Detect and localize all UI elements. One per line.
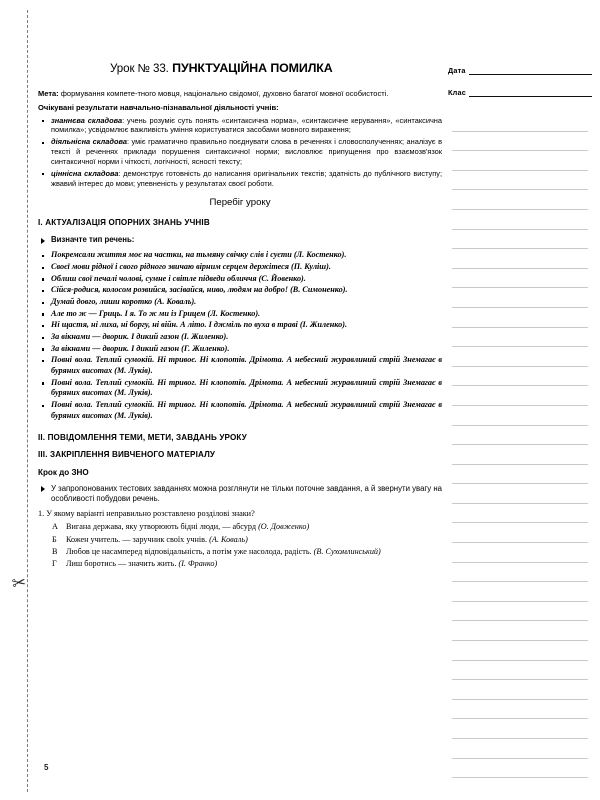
sentence-author: (М. Луків).: [114, 388, 153, 398]
note-rule-line: [452, 367, 588, 387]
date-class-fields: [448, 66, 592, 110]
sentence-text: Але то ж — Гриць. І я. То ж ми із Грицем: [51, 308, 208, 318]
option-author: (А. Коваль): [209, 534, 248, 544]
sentence-author: (Л. Костенко).: [207, 308, 261, 318]
note-rule-line: [452, 523, 588, 543]
option-author: (І. Франко): [178, 559, 218, 569]
note-rule-line: [452, 190, 588, 210]
list-item: [38, 137, 442, 167]
sentence-author: (А. Коваль).: [154, 297, 197, 307]
option-marker: А: [52, 522, 58, 532]
date-blank-line[interactable]: [469, 67, 592, 75]
option-author: (О. Довженко): [258, 522, 310, 532]
sentence-text: За вікнами — дворик. І дикий газон: [51, 332, 182, 342]
zno-intro-task: У запропонованих тестових завданнях можна розглянути не тільки поточне завдання, а й звернути увагу на особливості побудови речень.: [38, 484, 442, 505]
class-label: Клас: [448, 88, 467, 97]
sentence-text: Повні вола. Теплий сумокій. Ні тривог. Ні клопотів. Дрімота. А небесний журавлиний стрій Знемагає в буряних висотах: [51, 399, 442, 420]
option-marker: В: [52, 546, 58, 556]
lesson-flow-title: Перебіг уроку: [209, 197, 271, 209]
page-number: 5: [44, 763, 49, 772]
sentence-text: Повні вола. Теплий сумокій. Ні тривог. Ні клопотів. Дрімота. А небесний журавлиний стрій Знемагає в буряних висотах: [51, 377, 442, 398]
list-item: [38, 400, 442, 421]
note-rule-line: [452, 171, 588, 191]
note-rule-line: [452, 759, 588, 779]
note-rule-line: [452, 484, 588, 504]
sentence-text: Сійся-родися, колосом розвийся, засівайся, ниво, людям на добро!: [51, 285, 291, 295]
note-rule-line: [452, 328, 588, 348]
note-rule-line: [452, 504, 588, 524]
sentence-author: (М. Луків).: [114, 410, 153, 420]
goal-text: : демонструє готовність до написання оригінальних текстів; здатність до публічного виступу; жвавий інтерес до мови; упевненість у результатах своєї роботи.: [51, 168, 443, 188]
page-title: [38, 62, 442, 76]
list-item: [38, 285, 442, 296]
cut-dashed-line: [27, 10, 28, 792]
note-rule-line: [452, 249, 588, 269]
sentence-author: (І. Жиленко).: [181, 332, 229, 342]
sentence-text: За вікнами — дворик. І дикий газон: [51, 343, 182, 353]
expected-results-list: [38, 116, 442, 189]
lesson-title-text: ПУНКТУАЦІЙНА ПОМИЛКА: [172, 61, 333, 75]
option-text: Лиш боротись — значить жить.: [66, 559, 179, 569]
note-rule-line: [452, 406, 588, 426]
list-item: [38, 332, 442, 343]
option-text: Любов це насамперед відповідальність, а потім уже насолода, радість.: [66, 546, 314, 556]
sentence-text: Повні вола. Теплий сумокій. Ні тривоє. Ні клопотів. Дрімота. А небесний журавлиний стрій Знемагає в буряних висотах: [51, 355, 442, 376]
option-v[interactable]: [52, 547, 442, 558]
note-rule-line: [452, 308, 588, 328]
zno-block-heading: Крок до ЗНО: [38, 467, 89, 477]
note-rule-line: [452, 386, 588, 406]
note-rule-line: [452, 132, 588, 152]
note-rule-line: [452, 563, 588, 583]
sentence-author: (С. Йовенко).: [258, 273, 306, 283]
section-heading-1: I. АКТУАЛІЗАЦІЯ ОПОРНИХ ЗНАНЬ УЧНІВ: [38, 217, 210, 227]
list-item: [38, 116, 442, 136]
list-item: [38, 378, 442, 399]
note-rule-line: [452, 230, 588, 250]
note-rule-line: [452, 621, 588, 641]
aim-label: Мета:: [38, 88, 59, 98]
lesson-content: [38, 62, 442, 571]
sentence-text: Покремсали життя моє на частки, на тьмяну свічку слів і суєти: [51, 250, 294, 260]
note-rule-line: [452, 347, 588, 367]
sentence-text: Думай довго, лиши коротко: [51, 297, 155, 307]
lesson-number: Урок № 33.: [110, 62, 169, 75]
list-item: [38, 355, 442, 376]
aim-text: формування компете-тного мовця, національно свідомої, духовно багатої мовної особистості.: [58, 88, 389, 98]
scissors-icon: ✂: [10, 572, 28, 594]
section-heading-3: III. ЗАКРІПЛЕННЯ ВИВЧЕНОГО МАТЕРІАЛУ: [38, 450, 216, 460]
note-rule-line: [452, 641, 588, 661]
option-author: (В. Сухомлинський): [313, 546, 381, 556]
sentence-list: [38, 250, 442, 421]
list-item: [38, 309, 442, 320]
sentence-text: Облиш свої печалі чолові, сумне і світле підведи обличчя: [51, 273, 259, 283]
aim-paragraph: [38, 89, 442, 99]
list-item: [38, 262, 442, 273]
note-rule-line: [452, 700, 588, 720]
option-marker: Б: [52, 534, 57, 544]
note-rule-line: [452, 602, 588, 622]
list-item: [38, 344, 442, 355]
sentence-author: (Л. Костенко).: [293, 250, 347, 260]
list-item: [38, 250, 442, 261]
ruled-notes-column: [452, 112, 588, 744]
note-rule-line: [452, 210, 588, 230]
note-rule-line: [452, 582, 588, 602]
sentence-text: Своєї мови рідної і свого рідного звичаю вірним серцем держітеся: [51, 262, 292, 272]
note-rule-line: [452, 543, 588, 563]
note-rule-line: [452, 269, 588, 289]
expected-results-heading: Очікувані результати навчально-пізнавальної діяльності учнів:: [38, 102, 279, 112]
goal-lead: знаннєва складова: [51, 115, 123, 125]
option-a[interactable]: [52, 522, 442, 533]
sentence-author: (М. Луків).: [114, 366, 153, 376]
task-determine-sentence-type: Визначте тип речень:: [38, 235, 442, 245]
goal-lead: ціннісна складова: [51, 168, 119, 178]
note-rule-line: [452, 680, 588, 700]
goal-text: : уміє граматично правильно поєднувати слова в реченнях і словосполученнях; аналізує в тексті й реченнях приклади порушення синтаксичної норми; висловлює припущення про взаємозв'язок синтаксичної норми і чіткості, логічності, ясності тексту;: [51, 137, 442, 166]
list-item: [38, 297, 442, 308]
option-b[interactable]: [52, 535, 442, 546]
sentence-author: (В. Симоненко).: [290, 285, 348, 295]
list-item: [38, 274, 442, 285]
note-rule-line: [452, 112, 588, 132]
note-rule-line: [452, 151, 588, 171]
date-field-row[interactable]: [448, 66, 592, 75]
goal-text: : учень розуміє суть понять «синтаксична норма», «синтаксичне керування», «синтаксична помилка»; усвідомлює важливість уміння користуватися засобами мовного вираження;: [51, 115, 442, 135]
class-field-row[interactable]: [448, 88, 592, 97]
zno-option-list: [38, 522, 442, 570]
note-rule-line: [452, 719, 588, 739]
zno-question-text: 1. У якому варіанті неправильно розставлено розділові знаки?: [38, 509, 255, 519]
option-text: Вигана держава, яку утворюють бідні люди, — абсурд: [66, 522, 259, 532]
note-rule-line: [452, 739, 588, 759]
note-rule-line: [452, 465, 588, 485]
note-rule-line: [452, 288, 588, 308]
list-item: [38, 169, 442, 189]
sentence-text: Ні щастя, ні лиха, ні боргу, ні війн. А літо. І джміль по вуха в траві: [51, 320, 300, 330]
date-label: Дата: [448, 66, 466, 75]
option-text: Кожен учитель. — заручник своїх учнів.: [66, 534, 210, 544]
list-item: [38, 320, 442, 331]
option-h[interactable]: [52, 559, 442, 570]
note-rule-line: [452, 661, 588, 681]
sentence-author: (П. Куліш).: [291, 262, 331, 272]
option-marker: Г: [52, 559, 57, 569]
class-blank-line[interactable]: [469, 89, 592, 97]
note-rule-line: [452, 445, 588, 465]
goal-lead: діяльнісна складова: [51, 137, 127, 147]
sentence-author: (І. Жиленко).: [299, 320, 347, 330]
sentence-author: (Г. Жиленко).: [181, 343, 230, 353]
section-heading-2: II. ПОВІДОМЛЕННЯ ТЕМИ, МЕТИ, ЗАВДАНЬ УРОКУ: [38, 433, 247, 443]
zno-question-block: [38, 509, 442, 570]
note-rule-line: [452, 426, 588, 446]
